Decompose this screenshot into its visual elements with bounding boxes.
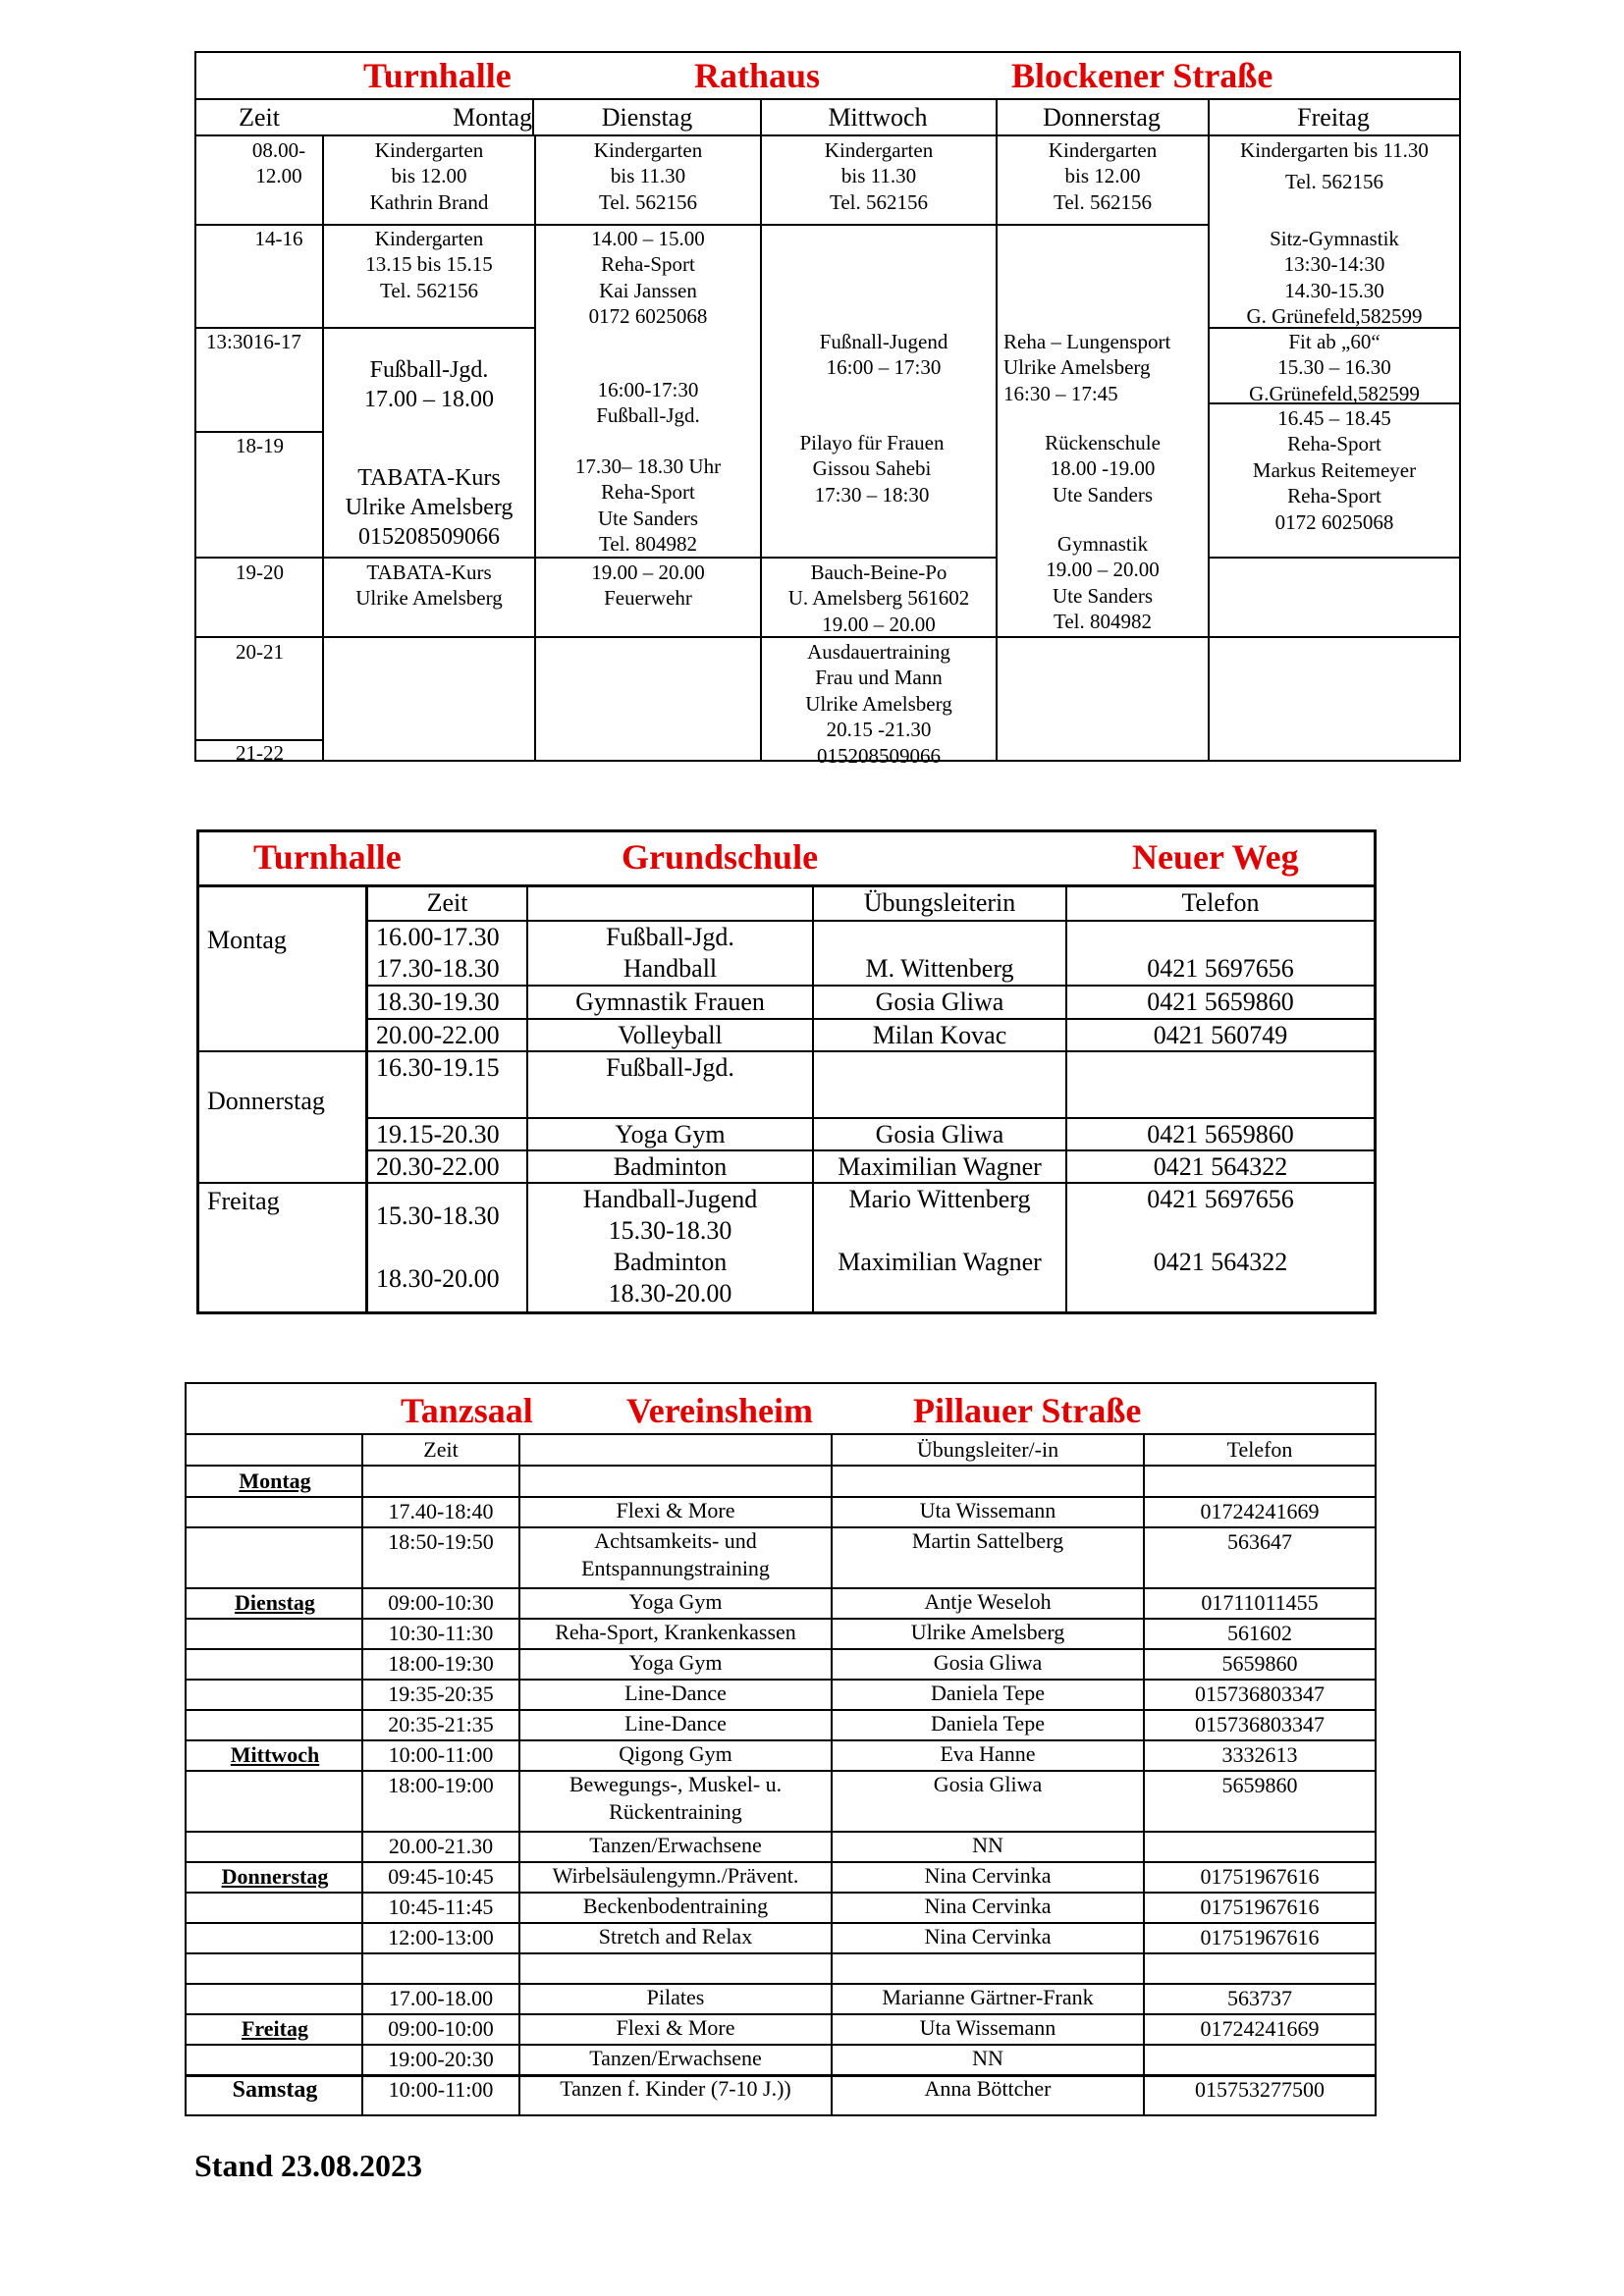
row-divider — [187, 1861, 1375, 1863]
montag-cell: TABATA-Kurs Ulrike Amelsberg 015208509066 — [345, 465, 514, 551]
day-label-montag: Montag — [207, 926, 287, 954]
freitag-cell: Tel. 562156 — [1284, 170, 1384, 193]
row-divider — [1208, 557, 1459, 559]
dienstag-cell: 16:00-17:30 Fußball-Jgd. — [596, 378, 700, 428]
time-cell: 19-20 — [236, 561, 284, 584]
donnerstag-cell: Kindergarten bis 12.00 Tel. 562156 — [1048, 138, 1158, 214]
row-divider — [187, 1618, 1375, 1620]
row-divider — [187, 1709, 1375, 1711]
time-cell: 18-19 — [236, 434, 284, 457]
table-header-vereinsheim — [187, 1384, 1375, 1435]
mittwoch-cell: Ausdauertraining Frau und Mann Ulrike Amelsberg 20.15 -21.30 015208509066 — [805, 640, 952, 768]
col-header-donnerstag: Donnerstag — [1043, 103, 1161, 132]
row-day: Montag — [239, 1468, 311, 1493]
header-pillauer-strasse: Pillauer Straße — [913, 1391, 1142, 1430]
row-divider — [187, 1952, 1375, 1954]
row-divider — [187, 1679, 1375, 1681]
row-divider — [187, 1465, 1375, 1467]
row-divider — [187, 1496, 1375, 1498]
row-telefon: 01751967616 — [1200, 1864, 1320, 1889]
row-leiter: Uta Wissemann — [919, 1498, 1056, 1522]
row-leiter: Anna Böttcher — [924, 2076, 1052, 2101]
montag-cell: Kindergarten bis 12.00 Kathrin Brand — [369, 138, 489, 214]
row-leiter: Milan Kovac — [872, 1021, 1007, 1049]
day-label-freitag: Freitag — [207, 1187, 280, 1215]
row-kurs: Pilates — [646, 1985, 705, 2009]
col-header-telefon: Telefon — [1226, 1437, 1293, 1462]
row-kurs: Fußball-Jgd. Handball — [606, 923, 734, 983]
row-leiter: Uta Wissemann — [919, 2015, 1056, 2040]
col-header-zeit: Zeit — [426, 888, 468, 917]
mittwoch-cell: Pilayo für Frauen Gissou Sahebi 17:30 – 18:30 — [799, 431, 945, 507]
row-telefon: 015753277500 — [1195, 2077, 1325, 2102]
header-grundschule: Grundschule — [622, 837, 819, 877]
row-telefon: 563647 — [1227, 1529, 1292, 1554]
row-zeit: 20:35-21:35 — [388, 1712, 494, 1736]
header-turnhalle: Turnhalle — [363, 56, 512, 95]
row-leiter: Nina Cervinka — [924, 1924, 1052, 1949]
row-zeit: 15.30-18.30 18.30-20.00 — [376, 1201, 500, 1293]
row-kurs: Reha-Sport, Krankenkassen — [555, 1620, 796, 1644]
donnerstag-cell: Gymnastik 19.00 – 20.00 Ute Sanders Tel. 804982 — [1046, 532, 1160, 634]
row-telefon: 015736803347 — [1195, 1712, 1325, 1736]
stand-date: Stand 23.08.2023 — [194, 2148, 423, 2183]
row-zeit: 18:00-19:30 — [388, 1651, 494, 1676]
row-divider — [187, 1587, 1375, 1589]
row-kurs: Beckenbodentraining — [582, 1894, 769, 1918]
row-divider — [187, 1739, 1375, 1741]
row-telefon: 0421 5659860 — [1147, 1120, 1294, 1148]
row-zeit: 09:00-10:30 — [388, 1590, 494, 1615]
row-telefon: 015736803347 — [1195, 1682, 1325, 1706]
row-divider — [187, 1831, 1375, 1833]
row-leiter: M. Wittenberg — [865, 954, 1014, 983]
row-telefon: 01711011455 — [1201, 1590, 1319, 1615]
row-kurs: Badminton — [613, 1152, 728, 1181]
row-zeit: 19:35-20:35 — [388, 1682, 494, 1706]
row-telefon: 0421 5697656 0421 564322 — [1147, 1185, 1294, 1276]
freitag-cell: 16.45 – 18.45 Reha-Sport Markus Reitemeyer Reha-Sport 0172 6025068 — [1252, 406, 1417, 534]
row-kurs: Qigong Gym — [619, 1741, 732, 1766]
row-kurs: Tanzen f. Kinder (7-10 J.)) — [560, 2076, 791, 2101]
time-cell: 20-21 — [236, 640, 284, 664]
row-zeit: 20.00-22.00 — [376, 1021, 500, 1049]
header-vereinsheim: Vereinsheim — [626, 1391, 814, 1430]
row-kurs: Flexi & More — [616, 2015, 735, 2040]
row-telefon: 01751967616 — [1200, 1925, 1320, 1949]
row-telefon: 5659860 — [1221, 1651, 1298, 1676]
row-divider — [187, 1983, 1375, 1985]
row-leiter: Martin Sattelberg — [911, 1528, 1064, 1553]
time-cell: 14-16 — [254, 227, 303, 250]
row-leiter: NN — [972, 1833, 1003, 1857]
schedule-table-vereinsheim — [185, 1382, 1377, 2116]
row-zeit: 10:45-11:45 — [388, 1895, 494, 1919]
row-kurs: Yoga Gym — [615, 1120, 726, 1148]
row-leiter: Mario Wittenberg Maximilian Wagner — [838, 1185, 1042, 1276]
row-kurs: Gymnastik Frauen — [575, 988, 765, 1016]
row-leiter: Daniela Tepe — [931, 1711, 1045, 1735]
row-zeit: 10:00-11:00 — [388, 2077, 494, 2102]
mittwoch-cell: Bauch-Beine-Po U. Amelsberg 561602 19.00 – 20.00 — [787, 561, 970, 636]
col-header-zeit: Zeit — [239, 103, 280, 132]
row-zeit: 09:00-10:00 — [388, 2016, 494, 2041]
mittwoch-cell: Kindergarten bis 11.30 Tel. 562156 — [824, 138, 934, 214]
montag-cell: TABATA-Kurs Ulrike Amelsberg — [355, 561, 503, 611]
row-day: Dienstag — [235, 1590, 315, 1615]
mittwoch-cell: Fußnall-Jugend 16:00 – 17:30 — [819, 330, 948, 380]
row-divider — [187, 1648, 1375, 1650]
row-telefon: 0421 564322 — [1153, 1152, 1288, 1181]
row-divider — [187, 1770, 1375, 1772]
header-neuer-weg: Neuer Weg — [1132, 837, 1299, 877]
dienstag-cell: 19.00 – 20.00 Feuerwehr — [591, 561, 705, 611]
header-blockener-strasse: Blockener Straße — [1011, 56, 1273, 95]
row-kurs: Stretch and Relax — [598, 1924, 753, 1949]
row-kurs: Yoga Gym — [628, 1650, 723, 1675]
row-divider — [187, 1892, 1375, 1894]
row-divider — [187, 2044, 1375, 2046]
row-zeit: 19.15-20.30 — [376, 1120, 500, 1148]
row-leiter: Ulrike Amelsberg — [910, 1620, 1065, 1644]
donnerstag-cell: Reha – Lungensport Ulrike Amelsberg 16:30 – 17:45 — [1003, 330, 1171, 405]
row-leiter: Antje Weseloh — [924, 1589, 1052, 1614]
row-kurs: Fußball-Jgd. — [606, 1053, 734, 1082]
schedule-table-rathaus — [194, 51, 1461, 768]
dienstag-cell: 17.30– 18.30 Uhr Reha-Sport Ute Sanders Tel. 804982 — [574, 454, 722, 557]
row-telefon: 0421 560749 — [1153, 1021, 1288, 1049]
freitag-cell: Fit ab „60“ 15.30 – 16.30 G.Grünefeld,582599 — [1249, 330, 1420, 405]
row-zeit: 20.00-21.30 — [388, 1834, 494, 1858]
row-zeit: 17.40-18:40 — [388, 1499, 494, 1523]
col-header-mittwoch: Mittwoch — [828, 103, 928, 132]
row-telefon: 01724241669 — [1200, 2016, 1320, 2041]
row-zeit: 16.00-17.30 17.30-18.30 — [376, 923, 500, 983]
row-kurs: Tanzen/Erwachsene — [589, 2046, 762, 2070]
time-cell: 13:3016-17 — [206, 330, 301, 353]
schedule-table-grundschule — [196, 829, 1377, 1314]
row-kurs: Handball-Jugend 15.30-18.30 Badminton 18.30-20.00 — [582, 1185, 758, 1308]
row-zeit: 09:45-10:45 — [388, 1864, 494, 1889]
header-tanzsaal: Tanzsaal — [401, 1391, 533, 1430]
row-divider — [196, 134, 1459, 136]
row-divider — [187, 1526, 1375, 1528]
montag-cell: Fußball-Jgd. 17.00 – 18.00 — [364, 357, 494, 413]
col-divider — [365, 887, 368, 1311]
row-leiter: Eva Hanne — [940, 1741, 1036, 1766]
row-kurs: Yoga Gym — [628, 1589, 723, 1614]
row-leiter: Gosia Gliwa — [875, 1120, 1004, 1148]
row-leiter: Marianne Gärtner-Frank — [882, 1985, 1094, 2009]
row-zeit: 20.30-22.00 — [376, 1152, 500, 1181]
dienstag-cell: 14.00 – 15.00 Reha-Sport Kai Janssen 0172 6025068 — [588, 227, 708, 329]
row-telefon: 3332613 — [1221, 1742, 1298, 1767]
row-leiter: Gosia Gliwa — [933, 1650, 1043, 1675]
donnerstag-cell: Rückenschule 18.00 -19.00 Ute Sanders — [1045, 431, 1161, 507]
freitag-cell: Kindergarten bis 11.30 — [1240, 138, 1429, 162]
col-header-telefon: Telefon — [1181, 888, 1260, 917]
montag-cell: Kindergarten 13.15 bis 15.15 Tel. 562156 — [365, 227, 493, 302]
row-kurs: Achtsamkeits- und Entspannungstraining — [581, 1528, 770, 1580]
row-day: Samstag — [232, 2077, 318, 2103]
row-leiter: NN — [972, 2046, 1003, 2070]
row-leiter: Gosia Gliwa — [875, 988, 1004, 1016]
header-rathaus: Rathaus — [694, 56, 821, 95]
time-cell: 08.00- 12.00 — [251, 138, 306, 188]
row-telefon: 563737 — [1227, 1986, 1292, 2010]
row-kurs: Wirbelsäulengymn./Prävent. — [552, 1863, 799, 1888]
row-zeit: 18:50-19:50 — [388, 1529, 494, 1554]
row-leiter: Nina Cervinka — [924, 1894, 1052, 1918]
row-zeit: 19:00-20:30 — [388, 2047, 494, 2071]
col-header-uebungsleiter: Übungsleiter/-in — [916, 1437, 1059, 1462]
row-leiter: Nina Cervinka — [924, 1863, 1052, 1888]
table-header-rathaus — [196, 53, 1459, 100]
col-header-uebungsleiterin: Übungsleiterin — [863, 888, 1016, 917]
row-zeit: 12:00-13:00 — [388, 1925, 494, 1949]
col-divider — [532, 98, 534, 134]
row-kurs: Tanzen/Erwachsene — [589, 1833, 762, 1857]
row-zeit: 10:00-11:00 — [388, 1742, 494, 1767]
row-zeit: 16.30-19.15 — [376, 1053, 500, 1082]
row-telefon: 0421 5659860 — [1147, 988, 1294, 1016]
row-telefon: 01724241669 — [1200, 1499, 1320, 1523]
dienstag-cell: Kindergarten bis 11.30 Tel. 562156 — [593, 138, 703, 214]
freitag-cell: Sitz-Gymnastik 13:30-14:30 14.30-15.30 G. Grünefeld,582599 — [1246, 227, 1423, 329]
row-day: Donnerstag — [221, 1864, 329, 1889]
row-kurs: Bewegungs-, Muskel- u. Rückentraining — [568, 1772, 783, 1824]
row-kurs: Line-Dance — [624, 1681, 727, 1705]
col-header-zeit: Zeit — [423, 1437, 459, 1462]
row-leiter: Maximilian Wagner — [838, 1152, 1042, 1181]
row-divider — [187, 1922, 1375, 1924]
row-kurs: Volleyball — [618, 1021, 723, 1049]
row-telefon: 561602 — [1227, 1621, 1292, 1645]
col-header-dienstag: Dienstag — [601, 103, 693, 132]
row-zeit: 18:00-19:00 — [388, 1773, 494, 1797]
col-header-freitag: Freitag — [1297, 103, 1370, 132]
row-telefon: 0421 5697656 — [1147, 954, 1294, 983]
row-divider — [187, 2013, 1375, 2015]
row-kurs: Line-Dance — [624, 1711, 727, 1735]
time-cell: 21-22 — [236, 741, 284, 765]
row-telefon: 5659860 — [1221, 1773, 1298, 1797]
header-turnhalle: Turnhalle — [253, 837, 402, 877]
row-day: Mittwoch — [230, 1742, 320, 1767]
row-telefon: 01751967616 — [1200, 1895, 1320, 1919]
table-header-grundschule — [199, 832, 1374, 887]
row-zeit: 17.00-18.00 — [388, 1986, 494, 2010]
row-zeit: 18.30-19.30 — [376, 988, 500, 1016]
row-zeit: 10:30-11:30 — [388, 1621, 494, 1645]
row-day: Freitag — [241, 2016, 308, 2041]
row-kurs: Flexi & More — [616, 1498, 735, 1522]
col-header-montag: Montag — [453, 103, 532, 132]
row-leiter: Daniela Tepe — [931, 1681, 1045, 1705]
row-leiter: Gosia Gliwa — [933, 1772, 1043, 1796]
day-label-donnerstag: Donnerstag — [207, 1087, 325, 1115]
row-divider — [187, 2074, 1375, 2077]
